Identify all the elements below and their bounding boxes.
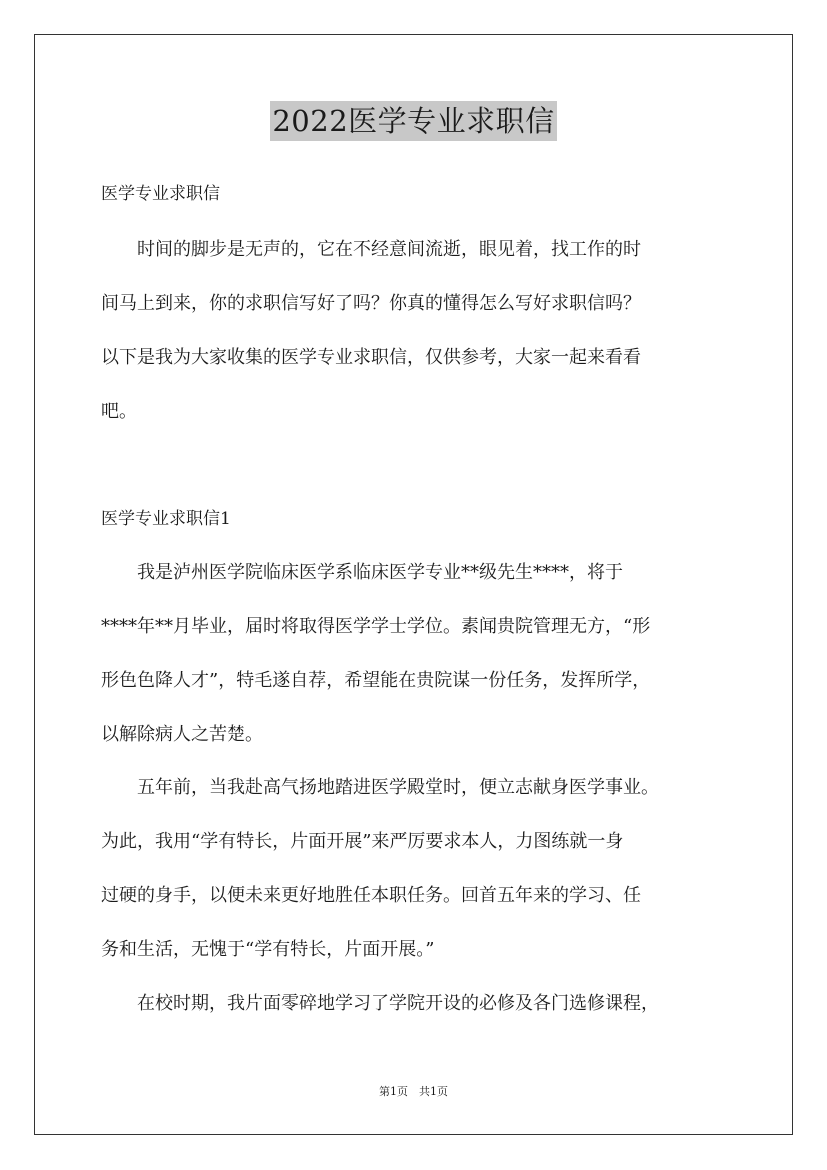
intro-heading: 医学专业求职信 (101, 184, 220, 204)
paragraph-line: 五年前，当我赴高气扬地踏进医学殿堂时，便立志献身医学事业。 (101, 777, 659, 798)
paragraph-2 (101, 774, 741, 964)
paragraph-line: 在校时期，我片面零碎地学习了学院开设的必修及各门选修课程， (101, 993, 659, 1014)
paragraph-line: 时间的脚步是无声的，它在不经意间流逝，眼见着，找工作的时 (101, 239, 641, 260)
paragraph-line: 务和生活，无愧于“学有特长，片面开展。” (101, 939, 435, 960)
paragraph-line: 为此，我用“学有特长，片面开展”来严厉要求本人，力图练就一身 (101, 831, 624, 852)
paragraph-line: ****年**月毕业，届时将取得医学学士学位。素闻贵院管理无方，“形 (101, 616, 651, 637)
paragraph-line: 以下是我为大家收集的医学专业求职信，仅供参考，大家一起来看看 (101, 347, 641, 368)
paragraph-line: 过硬的身手，以便未来更好地胜任本职任务。回首五年来的学习、任 (101, 885, 641, 906)
paragraph-line: 我是泸州医学院临床医学系临床医学专业**级先生****，将于 (101, 562, 623, 583)
paragraph-1 (101, 559, 741, 749)
section-heading: 医学专业求职信1 (101, 509, 231, 529)
paragraph-line: 形色色降人才”，特毛遂自荐，希望能在贵院谋一份任务，发挥所学， (101, 670, 651, 691)
paragraph-3 (101, 990, 741, 1018)
paragraph-line: 间马上到来，你的求职信写好了吗？你真的懂得怎么写好求职信吗？ (101, 293, 641, 314)
page-footer: 第1页 共1页 (379, 1085, 448, 1098)
intro-paragraph (101, 236, 741, 426)
title-container (0, 101, 827, 141)
document-title: 2022医学专业求职信 (270, 101, 556, 141)
paragraph-line: 吧。 (101, 401, 137, 422)
paragraph-line: 以解除病人之苦楚。 (101, 724, 263, 745)
